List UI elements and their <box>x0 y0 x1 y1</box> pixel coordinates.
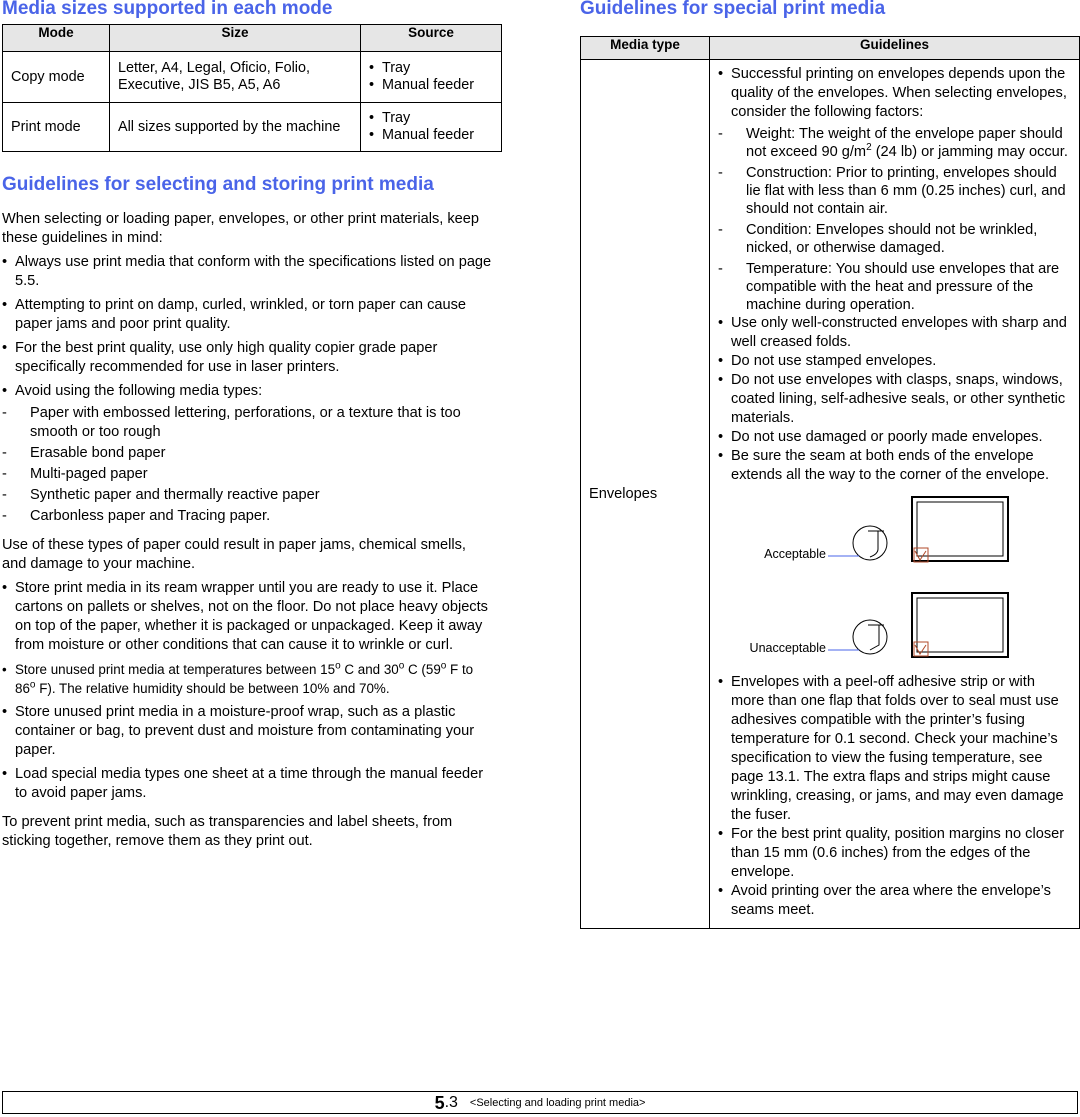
media-sizes-table <box>2 24 502 152</box>
storage-item: • Store unused print media at temperatures between 15$^o$ C and 30$^o$ C (59$^o$ F to 86$^o$ F). The relative humidity should be between 10% and 70%. <box>2 660 494 698</box>
guideline-item: • Always use print media that conform with the specifications listed on page 5.5. <box>2 253 494 291</box>
intro-text: When selecting or loading paper, envelopes, or other print materials, keep these guidelines in mind: <box>2 211 480 246</box>
guideline-item <box>2 382 494 526</box>
table-row <box>3 52 502 103</box>
guideline-item: • Use only well-constructed envelopes with sharp and well creased folds. <box>718 314 1071 352</box>
guideline-item: • Be sure the seam at both ends of the envelope extends all the way to the corner of the envelope. <box>718 447 1071 485</box>
storage-item: • Store unused print media in a moisture-proof wrap, such as a plastic container or bag, to prevent dust and moisture from contaminating your paper. <box>2 703 494 760</box>
storage-item: • Load special media types one sheet at a time through the manual feeder to avoid paper jams. <box>2 765 494 803</box>
size-cell: All sizes supported by the machine <box>110 103 361 152</box>
guideline-item: • Attempting to print on damp, curled, wrinkled, or torn paper can cause paper jams and poor print quality. <box>2 296 494 334</box>
guideline-item: • Do not use stamped envelopes. <box>718 352 1071 371</box>
source-cell <box>361 103 502 152</box>
avoid-item: - Multi-paged paper <box>2 465 494 484</box>
selecting-storing-title: Guidelines for selecting and storing print media <box>2 174 434 195</box>
col-header-media-type: Media type <box>581 37 710 60</box>
guideline-item: • For the best print quality, position margins no closer than 15 mm (0.6 inches) from the edges of the envelope. <box>718 825 1071 882</box>
acceptable-label: Acceptable <box>764 547 826 561</box>
page-number: 5 <box>434 1093 445 1114</box>
guideline-item: • Avoid printing over the area where the envelope’s seams meet. <box>718 882 1071 920</box>
acceptable-envelope <box>828 497 1008 562</box>
avoid-label: Avoid using the following media types: <box>15 383 263 399</box>
avoid-item: - Paper with embossed lettering, perforations, or a texture that is too smooth or too rough <box>2 404 494 442</box>
unacceptable-label: Unacceptable <box>749 641 826 655</box>
use-warning-text: Use of these types of paper could result in paper jams, chemical smells, and damage to your machine. <box>2 537 466 572</box>
envelope-seam-figure <box>718 485 1071 673</box>
avoid-item: - Carbonless paper and Tracing paper. <box>2 507 494 526</box>
special-media-table <box>580 36 1080 929</box>
mode-cell: Print mode <box>3 103 110 152</box>
guideline-item: • Do not use envelopes with clasps, snaps, windows, coated lining, self-adhesive seals, or other synthetic materials. <box>718 371 1071 428</box>
source-cell <box>361 52 502 103</box>
col-header-size: Size <box>110 25 361 52</box>
mode-cell: Copy mode <box>3 52 110 103</box>
table-row <box>581 60 1080 929</box>
storage-item: • Store print media in its ream wrapper until you are ready to use it. Place cartons on pallets or shelves, not on the floor. Do not place heavy objects on top of the paper, whether it is packaged or unpackaged. Keep it away from moisture or other conditions that can cause it to wrinkle or curl. <box>2 579 494 655</box>
selecting-guidelines <box>2 210 494 851</box>
media-type-cell: Envelopes <box>581 60 710 929</box>
factor-item: - Condition: Envelopes should not be wrinkled, nicked, or otherwise damaged. <box>718 221 1071 257</box>
special-media-title: Guidelines for special print media <box>580 0 886 19</box>
closing-text: To prevent print media, such as transparencies and label sheets, from sticking together, remove them as they print out. <box>2 814 453 849</box>
unacceptable-envelope <box>828 593 1008 657</box>
page-footer <box>2 1091 1078 1114</box>
avoid-item: - Synthetic paper and thermally reactive paper <box>2 486 494 505</box>
source-item: • Tray <box>369 60 493 77</box>
footer-chapter-title: <Selecting and loading print media> <box>469 1097 646 1110</box>
source-item: • Tray <box>369 110 493 127</box>
col-header-source: Source <box>361 25 502 52</box>
guidelines-cell <box>710 60 1080 929</box>
guideline-item: • Envelopes with a peel-off adhesive strip or with more than one flap that folds over to seal must use adhesives compatible with the printer’s fusing temperature for 0.1 second. Check your machine’s specification to view the fusing temperature, see page 13.1. The extra flaps and strips might cause wrinkling, creasing, or jams, and may even damage the fuser. <box>718 673 1071 825</box>
guideline-item: • Successful printing on envelopes depends upon the quality of the envelopes. When selecting envelopes, consider the following factors: - Weight: The weight of the envelope paper should not exceed 90 $g/m^2$ (24 lb) or jamming may occur. - Construction: Prior to printing, envelopes should lie flat with less than 6 mm (0.25 inches) curl, and should not contain air. - Condition: Envelopes should not be wrinkled, nicked, or otherwise damaged. - Temperature: You should use envelopes that are compatible with the heat and pressure of the machine during operation. <box>718 65 1071 314</box>
factor-item: - Weight: The weight of the envelope paper should not exceed 90 $g/m^2$ (24 lb) or jamming may occur. <box>718 125 1071 161</box>
factor-item: - Temperature: You should use envelopes that are compatible with the heat and pressure of the machine during operation. <box>718 260 1071 314</box>
page-subnumber: .3 <box>444 1094 458 1112</box>
table-row <box>3 103 502 152</box>
col-header-guidelines: Guidelines <box>710 37 1080 60</box>
col-header-mode: Mode <box>3 25 110 52</box>
avoid-item: - Erasable bond paper <box>2 444 494 463</box>
guideline-item: • For the best print quality, use only high quality copier grade paper specifically recommended for use in laser printers. <box>2 339 494 377</box>
guideline-item: • Do not use damaged or poorly made envelopes. <box>718 428 1071 447</box>
source-item: • Manual feeder <box>369 127 493 144</box>
source-item: • Manual feeder <box>369 77 493 94</box>
media-sizes-title: Media sizes supported in each mode <box>2 0 333 19</box>
size-cell: Letter, A4, Legal, Oficio, Folio, Executive, JIS B5, A5, A6 <box>110 52 361 103</box>
factor-item: - Construction: Prior to printing, envelopes should lie flat with less than 6 mm (0.25 inches) curl, and should not contain air. <box>718 164 1071 218</box>
